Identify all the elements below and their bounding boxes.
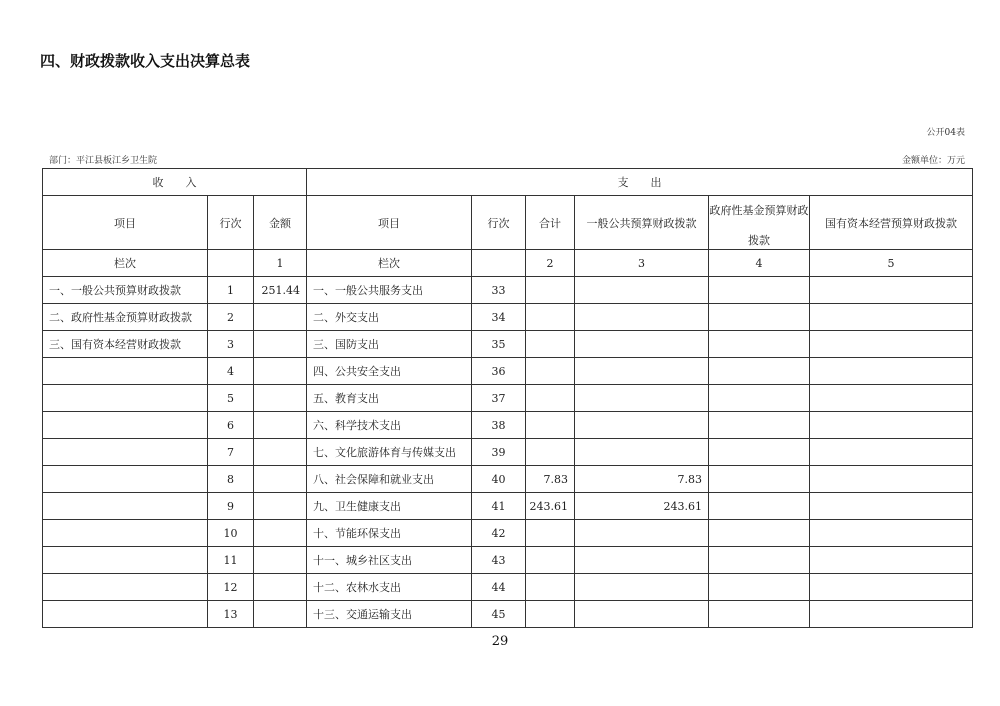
income-item-header: 项目 xyxy=(43,196,208,250)
total-cell xyxy=(526,547,575,574)
total-cell: 243.61 xyxy=(526,493,575,520)
general-budget-cell xyxy=(575,385,709,412)
income-amount-cell xyxy=(254,358,307,385)
income-item-cell xyxy=(43,520,208,547)
income-item-cell xyxy=(43,412,208,439)
expense-item-cell: 六、科学技术支出 xyxy=(307,412,472,439)
table-code: 公开04表 xyxy=(926,128,965,138)
expense-row-no-cell: 45 xyxy=(472,601,526,628)
income-row-no-cell: 7 xyxy=(208,439,254,466)
total-cell xyxy=(526,277,575,304)
state-capital-cell xyxy=(810,331,973,358)
income-amount-header: 金额 xyxy=(254,196,307,250)
expense-row-no-cell: 33 xyxy=(472,277,526,304)
expense-item-cell: 四、公共安全支出 xyxy=(307,358,472,385)
income-amount-column-no: 1 xyxy=(254,250,307,277)
income-row-no-cell: 1 xyxy=(208,277,254,304)
total-cell xyxy=(526,358,575,385)
general-budget-header: 一般公共预算财政拨款 xyxy=(575,196,709,250)
total-cell xyxy=(526,439,575,466)
expense-item-cell: 三、国防支出 xyxy=(307,331,472,358)
table-row xyxy=(43,439,973,466)
gov-fund-cell xyxy=(709,574,810,601)
expense-row-no-cell: 40 xyxy=(472,466,526,493)
income-amount-cell xyxy=(254,601,307,628)
total-cell xyxy=(526,304,575,331)
income-row-no-cell: 12 xyxy=(208,574,254,601)
gov-fund-cell xyxy=(709,466,810,493)
gov-fund-cell xyxy=(709,412,810,439)
state-capital-cell xyxy=(810,493,973,520)
gov-fund-header-text: 政府性基金预算财政拨款 xyxy=(709,204,809,247)
general-budget-cell xyxy=(575,439,709,466)
total-cell xyxy=(526,601,575,628)
expense-item-cell: 九、卫生健康支出 xyxy=(307,493,472,520)
general-budget-cell xyxy=(575,358,709,385)
table-row xyxy=(43,547,973,574)
income-row-no-cell: 6 xyxy=(208,412,254,439)
total-cell xyxy=(526,331,575,358)
state-capital-cell xyxy=(810,466,973,493)
expense-column-label: 栏次 xyxy=(307,250,472,277)
income-row-no-cell: 4 xyxy=(208,358,254,385)
income-amount-cell xyxy=(254,385,307,412)
expense-row-no-cell: 39 xyxy=(472,439,526,466)
expense-item-cell: 十二、农林水支出 xyxy=(307,574,472,601)
state-capital-cell xyxy=(810,385,973,412)
gov-fund-cell xyxy=(709,277,810,304)
state-capital-cell xyxy=(810,277,973,304)
total-cell xyxy=(526,385,575,412)
expense-item-cell: 十一、城乡社区支出 xyxy=(307,547,472,574)
total-header: 合计 xyxy=(526,196,575,250)
unit-label: 金额单位：万元 xyxy=(901,156,965,166)
state-capital-column-no: 5 xyxy=(810,250,973,277)
page-number: 29 xyxy=(491,634,509,649)
expense-row-no-cell: 34 xyxy=(472,304,526,331)
general-budget-cell xyxy=(575,331,709,358)
income-item-cell xyxy=(43,601,208,628)
gov-fund-cell xyxy=(709,439,810,466)
income-group-header: 收 入 xyxy=(43,169,307,196)
table-row xyxy=(43,412,973,439)
table-row xyxy=(43,574,973,601)
column-header-row xyxy=(43,196,973,250)
general-budget-cell xyxy=(575,412,709,439)
table-row xyxy=(43,493,973,520)
table-row xyxy=(43,385,973,412)
state-capital-cell xyxy=(810,304,973,331)
income-column-label: 栏次 xyxy=(43,250,208,277)
expense-item-cell: 十、节能环保支出 xyxy=(307,520,472,547)
department-label: 部门：平江县板江乡卫生院 xyxy=(49,156,158,166)
page-title: 四、财政拨款收入支出决算总表 xyxy=(40,52,251,70)
income-amount-cell xyxy=(254,493,307,520)
general-column-no: 3 xyxy=(575,250,709,277)
expense-item-cell: 五、教育支出 xyxy=(307,385,472,412)
expense-group-header: 支 出 xyxy=(307,169,973,196)
table-row xyxy=(43,358,973,385)
table-row xyxy=(43,304,973,331)
state-capital-cell xyxy=(810,439,973,466)
state-capital-cell xyxy=(810,547,973,574)
income-item-cell xyxy=(43,493,208,520)
income-row-no-cell: 5 xyxy=(208,385,254,412)
expense-row-no-cell: 36 xyxy=(472,358,526,385)
expense-item-cell: 十三、交通运输支出 xyxy=(307,601,472,628)
gov-fund-cell xyxy=(709,331,810,358)
table-row xyxy=(43,601,973,628)
gov-fund-cell xyxy=(709,385,810,412)
state-capital-cell xyxy=(810,574,973,601)
expense-item-cell: 八、社会保障和就业支出 xyxy=(307,466,472,493)
finance-summary-table xyxy=(42,168,973,628)
income-amount-cell xyxy=(254,304,307,331)
income-row-no-cell: 3 xyxy=(208,331,254,358)
state-capital-cell xyxy=(810,412,973,439)
income-row-no-cell: 11 xyxy=(208,547,254,574)
state-capital-header: 国有资本经营预算财政拨款 xyxy=(810,196,973,250)
gov-fund-header xyxy=(709,196,810,250)
income-item-cell xyxy=(43,385,208,412)
gov-fund-cell xyxy=(709,520,810,547)
column-number-row xyxy=(43,250,973,277)
expense-row-no-cell: 41 xyxy=(472,493,526,520)
total-cell xyxy=(526,574,575,601)
income-item-cell xyxy=(43,574,208,601)
income-item-cell: 一、一般公共预算财政拨款 xyxy=(43,277,208,304)
income-amount-cell xyxy=(254,547,307,574)
expense-item-header: 项目 xyxy=(307,196,472,250)
general-budget-cell: 243.61 xyxy=(575,493,709,520)
total-column-no: 2 xyxy=(526,250,575,277)
table-row xyxy=(43,331,973,358)
income-row-no-cell: 13 xyxy=(208,601,254,628)
table-row xyxy=(43,277,973,304)
table-row xyxy=(43,520,973,547)
expense-row-no-cell: 38 xyxy=(472,412,526,439)
income-item-cell: 二、政府性基金预算财政拨款 xyxy=(43,304,208,331)
income-row-no-cell: 2 xyxy=(208,304,254,331)
income-amount-cell xyxy=(254,331,307,358)
state-capital-cell xyxy=(810,520,973,547)
income-item-cell xyxy=(43,466,208,493)
expense-column-blank xyxy=(472,250,526,277)
expense-row-no-header: 行次 xyxy=(472,196,526,250)
general-budget-cell: 7.83 xyxy=(575,466,709,493)
expense-row-no-cell: 35 xyxy=(472,331,526,358)
total-cell xyxy=(526,412,575,439)
gov-fund-cell xyxy=(709,304,810,331)
expense-row-no-cell: 42 xyxy=(472,520,526,547)
income-amount-cell xyxy=(254,412,307,439)
state-capital-cell xyxy=(810,358,973,385)
expense-row-no-cell: 43 xyxy=(472,547,526,574)
income-amount-cell xyxy=(254,574,307,601)
general-budget-cell xyxy=(575,574,709,601)
gov-fund-cell xyxy=(709,601,810,628)
expense-item-cell: 一、一般公共服务支出 xyxy=(307,277,472,304)
general-budget-cell xyxy=(575,520,709,547)
gov-fund-cell xyxy=(709,547,810,574)
general-budget-cell xyxy=(575,547,709,574)
general-budget-cell xyxy=(575,277,709,304)
income-amount-cell xyxy=(254,520,307,547)
state-capital-cell xyxy=(810,601,973,628)
table-row xyxy=(43,466,973,493)
expense-item-cell: 二、外交支出 xyxy=(307,304,472,331)
income-amount-cell: 251.44 xyxy=(254,277,307,304)
income-item-cell xyxy=(43,358,208,385)
income-row-no-cell: 10 xyxy=(208,520,254,547)
gov-fund-cell xyxy=(709,358,810,385)
expense-item-cell: 七、文化旅游体育与传媒支出 xyxy=(307,439,472,466)
income-amount-cell xyxy=(254,439,307,466)
total-cell: 7.83 xyxy=(526,466,575,493)
total-cell xyxy=(526,520,575,547)
income-row-no-header: 行次 xyxy=(208,196,254,250)
general-budget-cell xyxy=(575,304,709,331)
expense-row-no-cell: 37 xyxy=(472,385,526,412)
income-item-cell xyxy=(43,439,208,466)
income-row-no-cell: 8 xyxy=(208,466,254,493)
expense-row-no-cell: 44 xyxy=(472,574,526,601)
general-budget-cell xyxy=(575,601,709,628)
income-amount-cell xyxy=(254,466,307,493)
gov-fund-cell xyxy=(709,493,810,520)
income-item-cell xyxy=(43,547,208,574)
income-row-no-cell: 9 xyxy=(208,493,254,520)
income-item-cell: 三、国有资本经营财政拨款 xyxy=(43,331,208,358)
group-header-row xyxy=(43,169,973,196)
income-column-blank xyxy=(208,250,254,277)
gov-fund-column-no: 4 xyxy=(709,250,810,277)
